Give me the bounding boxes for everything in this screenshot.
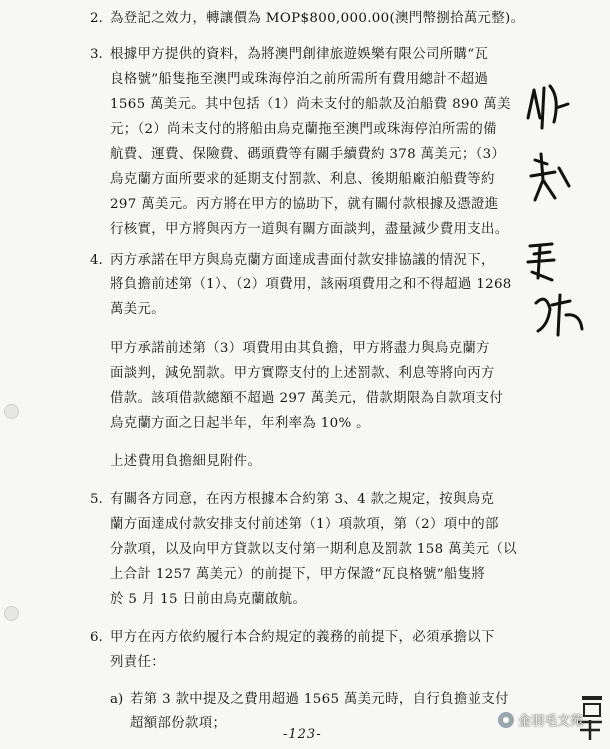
handwritten-initial-2 (525, 150, 575, 205)
watermark (498, 710, 583, 729)
item4-line-1: 丙方承諾在甲方與烏克蘭方面達成書面付款安排協議的情況下， (110, 253, 495, 268)
item6-line-2: 列責任： (110, 655, 165, 670)
item6-line-1: 甲方在丙方依約履行本合約規定的義務的前提下，必須承擔以下 (110, 630, 495, 645)
item3-line-3: 1565 萬美元。其中包括（1）尚未支付的船款及泊船費 890 萬美 (110, 97, 511, 112)
handwritten-initial-1 (520, 78, 580, 138)
item3-line-5: 航費、運費、保險費、碼頭費等有關手續費約 378 萬美元；（3） (110, 147, 506, 162)
item5-line-3: 分款項，以及向甲方貸款以支付第一期利息及罰款 158 萬美元（以 (110, 542, 517, 557)
item6a-line-1: 若第 3 款中提及之費用超過 1565 萬美元時，自行負擔並支付 (130, 692, 509, 707)
handwritten-initial-4 (530, 285, 590, 345)
item3-line-4: 元；（2）尚未支付的將船由烏克蘭拖至澳門或珠海停泊所需的備 (110, 122, 497, 137)
item4b-line-4: 烏克蘭方面之日起半年，年利率為 10% 。 (110, 416, 370, 431)
item4-line-3: 萬美元。 (110, 302, 165, 317)
item-number: 3. (90, 47, 103, 62)
handwritten-initial-3 (522, 238, 562, 286)
item3-line-6: 烏克蘭方面所要求的延期支付罰款、利息、後期船廠泊船費等約 (110, 172, 495, 187)
item3-line-1: 根據甲方提供的資料，為將澳門創律旅遊娛樂有限公司所購“瓦 (110, 47, 489, 62)
item-number: 2. (90, 11, 103, 26)
item2-line-1: 為登記之效力，轉讓價為 MOP$800,000.00(澳門幣捌拾萬元整)。 (110, 11, 525, 26)
item3-line-8: 行核實，甲方將與丙方一道與有關方面談判，盡量減少費用支出。 (110, 222, 509, 237)
item-number: 5. (90, 492, 103, 507)
item3-line-2: 良格號”船隻拖至澳門或珠海停泊之前所需所有費用總計不超過 (110, 72, 489, 87)
punch-hole (4, 404, 19, 419)
item5-line-2: 蘭方面達成付款安排支付前述第（1）項款項，第（2）項中的部 (110, 517, 499, 532)
item6a-line-2: 超額部份款項； (130, 716, 227, 731)
item4c-line-1: 上述費用負擔細見附件。 (110, 454, 262, 469)
item4b-line-3: 借款。該項借款總額不超過 297 萬美元，借款期限為自款項支付 (110, 391, 504, 406)
watermark-text: 金羽毛文苑 (518, 714, 584, 729)
watermark-logo-icon (498, 712, 514, 728)
page-number: -123- (283, 727, 322, 742)
item3-line-7: 297 萬美元。丙方將在甲方的協助下，就有關付款根據及憑證進 (110, 197, 499, 212)
item-number: 6. (90, 630, 103, 645)
item4-line-2: 將負擔前述第（1）、（2）項費用，該兩項費用之和不得超過 1268 (110, 277, 512, 292)
item5-line-5: 於 5 月 15 日前由烏克蘭啟航。 (110, 592, 307, 607)
punch-hole (4, 606, 19, 621)
item4b-line-2: 面談判，減免罰款。甲方實際支付的上述罰款、利息等將向丙方 (110, 366, 495, 381)
item-number: a) (110, 692, 124, 707)
item5-line-1: 有關各方同意，在丙方根據本合約第 3、4 款之規定，按與烏克 (110, 492, 495, 507)
item-number: 4. (90, 253, 103, 268)
item4b-line-1: 甲方承諾前述第（3）項費用由其負擔，甲方將盡力與烏克蘭方 (110, 341, 490, 356)
item5-line-4: 上合計 1257 萬美元）的前提下，甲方保證“瓦良格號”船隻將 (110, 567, 486, 582)
